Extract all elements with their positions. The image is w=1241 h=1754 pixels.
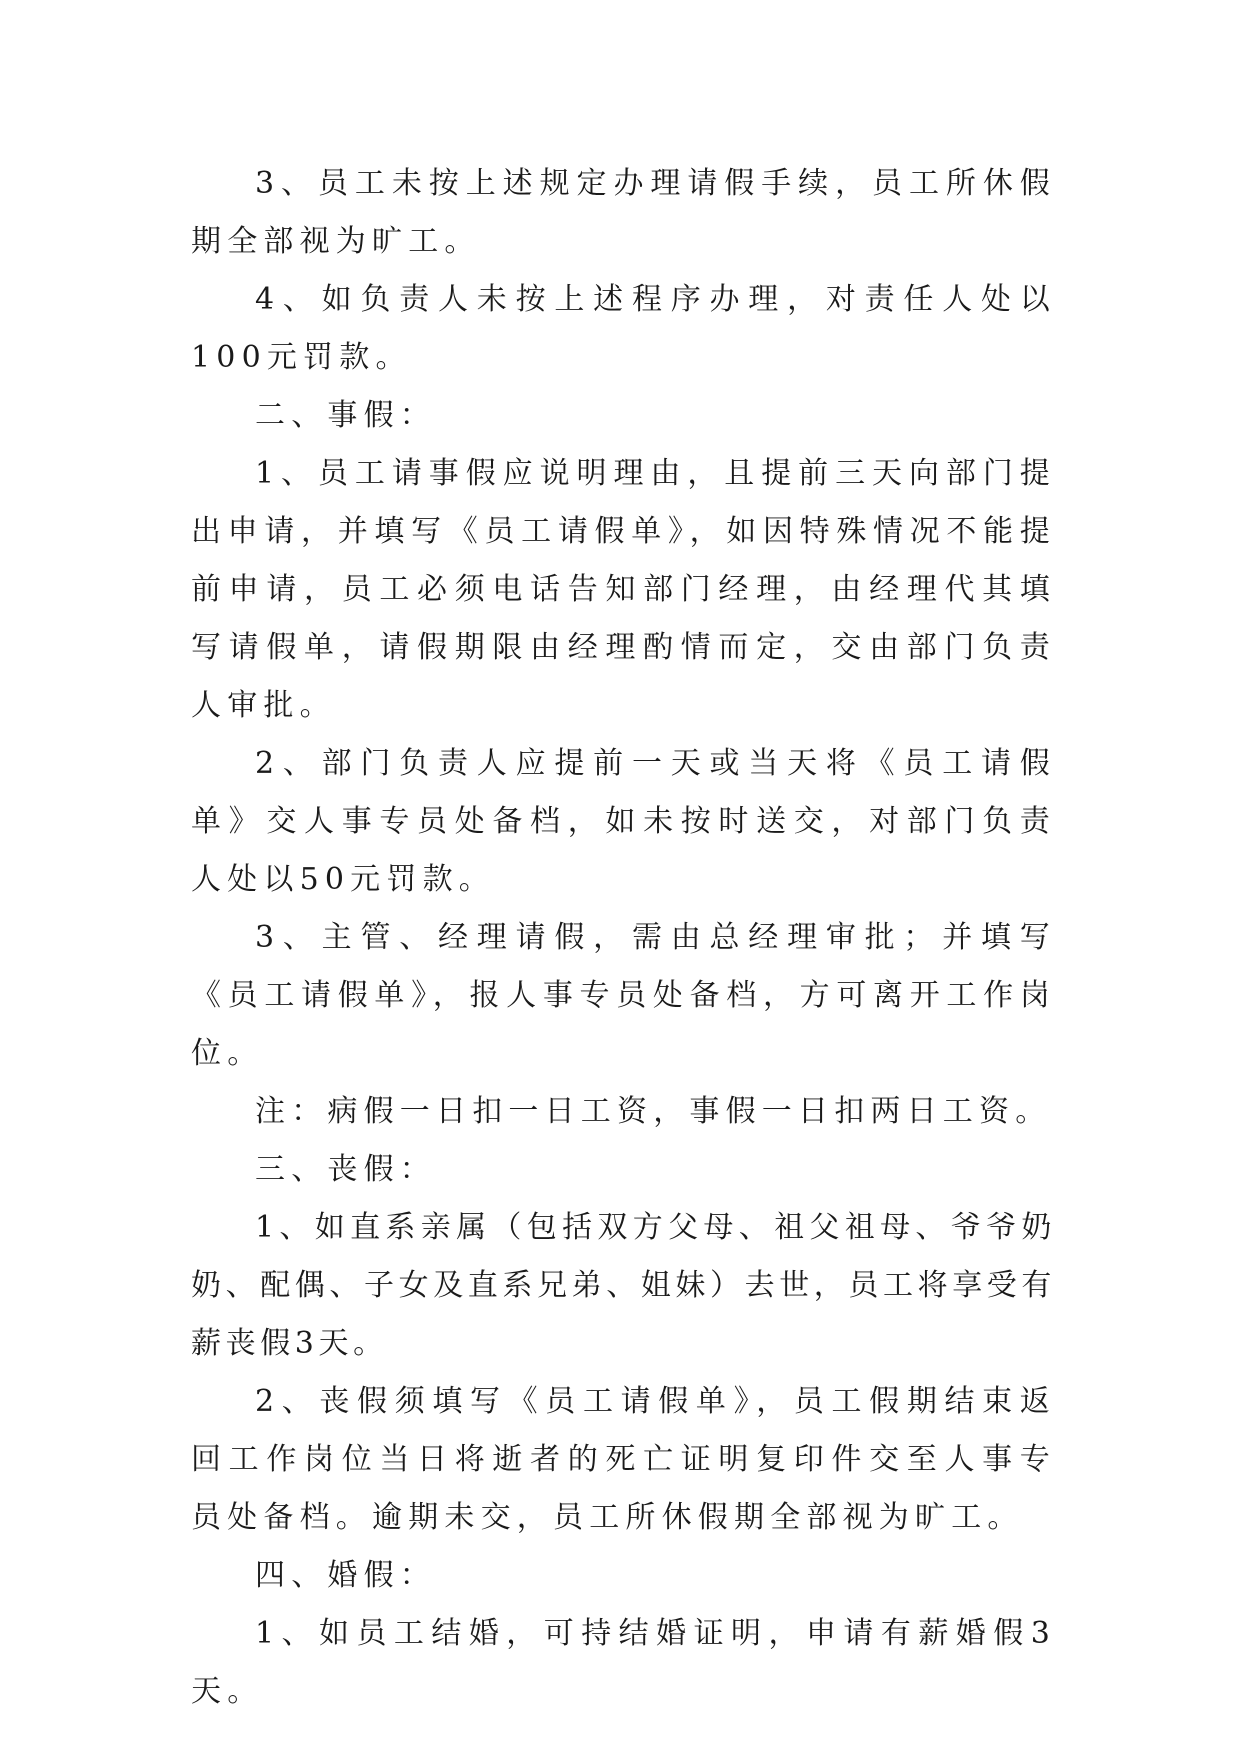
section-heading-personal-leave: 二、事假： <box>255 398 436 433</box>
paragraph-leave-procedure-violation: 3、员工未按上述规定办理请假手续，员工所休假期全部视为旷工。 <box>191 166 1056 259</box>
paragraph-bereavement-documentation: 2、丧假须填写《员工请假单》，员工假期结束返回工作岗位当日将逝者的死亡证明复印件交至人事专员处备档。逾期未交，员工所休假期全部视为旷工。 <box>191 1384 1056 1535</box>
paragraph-supervisor-penalty: 4、如负责人未按上述程序办理，对责任人处以100元罚款。 <box>191 282 1056 375</box>
section-heading-bereavement-leave: 三、丧假： <box>255 1152 436 1187</box>
paragraph-personal-leave-request: 1、员工请事假应说明理由，且提前三天向部门提出申请，并填写《员工请假单》，如因特殊情况不能提前申请，员工必须电话告知部门经理，由经理代其填写请假单，请假期限由经理酌情而定，交由部门负责人审批。 <box>191 456 1056 723</box>
paragraph-wage-deduction-note: 注：病假一日扣一日工资，事假一日扣两日工资。 <box>255 1094 1052 1129</box>
paragraph-manager-leave: 3、主管、经理请假，需由总经理审批；并填写《员工请假单》，报人事专员处备档，方可离开工作岗位。 <box>191 920 1056 1071</box>
document-body <box>191 155 1056 1721</box>
paragraph-leave-form-filing: 2、部门负责人应提前一天或当天将《员工请假单》交人事专员处备档，如未按时送交，对部门负责人处以50元罚款。 <box>191 746 1056 897</box>
section-heading-marriage-leave: 四、婚假： <box>255 1558 436 1593</box>
paragraph-marriage-leave: 1、如员工结婚，可持结婚证明，申请有薪婚假3天。 <box>191 1616 1056 1709</box>
paragraph-bereavement-eligibility: 1、如直系亲属（包括双方父母、祖父祖母、爷爷奶奶、配偶、子女及直系兄弟、姐妹）去世，员工将享受有薪丧假3天。 <box>191 1210 1056 1361</box>
